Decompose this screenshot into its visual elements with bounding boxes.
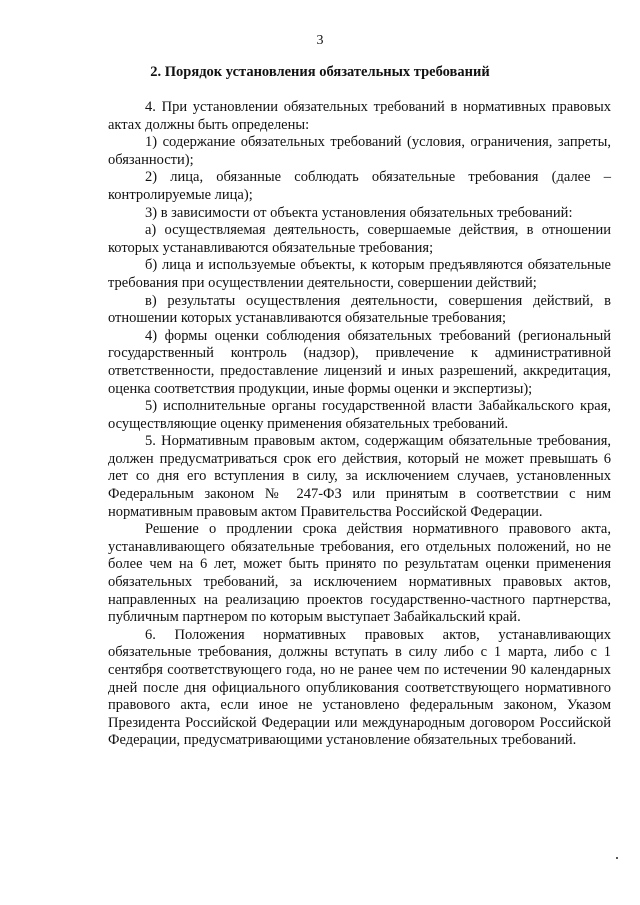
paragraph-item-5: 5. Нормативным правовым актом, содержащим обязательные требования, должен предусматриваться срок его действия, который не может превышать 6 лет со дня его вступления в силу, за исключением случаев, установленных Федеральным законом № 247-ФЗ или принятым в соответствии с ним нормативным правовым актом Правительства Российской Федерации. (108, 433, 611, 520)
paragraph-subitem-2: 2) лица, обязанные соблюдать обязательные требования (далее – контролируемые лица); (108, 169, 611, 203)
page-number: 3 (316, 33, 324, 48)
document-body (108, 99, 611, 750)
paragraph-subitem-1: 1) содержание обязательных требований (условия, ограничения, запреты, обязанности); (108, 134, 611, 168)
paragraph-subitem-b: б) лица и используемые объекты, к которым предъявляются обязательные требования при осуществлении деятельности, совершении действий; (108, 257, 611, 291)
paragraph-subitem-v: в) результаты осуществления деятельности, совершения действий, в отношении которых устанавливаются обязательные требования; (108, 292, 611, 327)
scan-speck (616, 857, 618, 859)
paragraph-subitem-5: 5) исполнительные органы государственной власти Забайкальского края, осуществляющие оценку применения обязательных требований. (108, 398, 611, 432)
paragraph-item-4: 4. При установлении обязательных требований в нормативных правовых актах должны быть определены: (108, 99, 611, 133)
paragraph-item-6: 6. Положения нормативных правовых актов, устанавливающих обязательные требования, должны вступать в силу либо с 1 марта, либо с 1 сентября соответствующего года, но не ранее чем по истечении 90 календарных дней после дня официального опубликования соответствующего нормативного правового акта, если иное не установлено федеральным законом, Указом Президента Российской Федерации или международным договором Российской Федерации, предусматривающими установление обязательных требований. (108, 626, 611, 749)
paragraph-extension-decision: Решение о продлении срока действия нормативного правового акта, устанавливающего обязательные требования, его отдельных положений, но не более чем на 6 лет, может быть принято по результатам оценки применения обязательных требований, за исключением нормативных правовых актов, направленных на реализацию проектов государственно-частного партнерства, публичным партнером по которым выступает Забайкальский край. (108, 521, 611, 626)
paragraph-subitem-3: 3) в зависимости от объекта установления обязательных требований: (145, 204, 573, 221)
paragraph-subitem-4: 4) формы оценки соблюдения обязательных требований (региональный государственный контроль (надзор), привлечение к административной ответственности, предоставление лицензий и иных разрешений, аккредитация, оценка соответствия продукции, иные формы оценки и экспертизы); (108, 327, 611, 397)
section-title: 2. Порядок установления обязательных требований (150, 64, 490, 80)
paragraph-subitem-a: а) осуществляемая деятельность, совершаемые действия, в отношении которых устанавливаются обязательные требования; (108, 222, 611, 256)
